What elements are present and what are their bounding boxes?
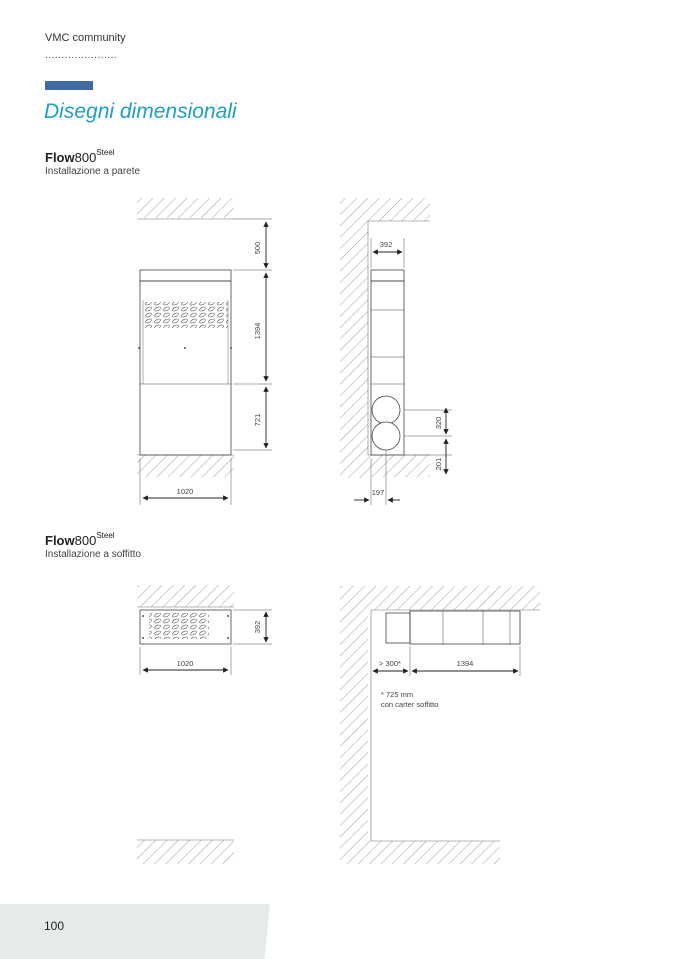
page-number: 100 (44, 919, 65, 933)
section2-subtitle: Installazione a soffitto (45, 549, 141, 560)
model-suffix: Steel (96, 531, 115, 540)
dim-width: 1020 (176, 659, 194, 668)
dim-wall: 197 (371, 488, 385, 497)
wall-side-view (340, 198, 452, 505)
ceiling-hatch (137, 585, 234, 607)
page-title: Disegni dimensionali (44, 100, 237, 123)
front-grille (143, 302, 228, 328)
header-label: VMC community (45, 32, 126, 44)
floor-hatch (368, 455, 430, 477)
model-number: 800 (74, 533, 97, 548)
dim-clearance: > 300* (379, 659, 401, 668)
ceiling-bottom-view (137, 585, 272, 864)
dim-top: 500 (253, 241, 262, 255)
dim-bottom: 721 (253, 413, 262, 427)
section1-subtitle: Installazione a parete (45, 166, 141, 177)
dim-depth: 392 (379, 240, 393, 249)
footer-band (0, 904, 270, 959)
ceiling-hatch (368, 198, 430, 221)
model-name: Flow (45, 533, 75, 548)
note-line1: * 725 mm (381, 690, 414, 699)
dim-floor: 201 (434, 457, 443, 471)
bottom-grille (149, 613, 209, 639)
floor-hatch (368, 841, 500, 864)
header-dots: ...................... (45, 50, 118, 61)
dim-middle: 1394 (253, 322, 262, 340)
ceiling-side-view (340, 586, 540, 864)
wall-hatch (340, 198, 368, 478)
duct-upper (372, 396, 400, 424)
model-name: Flow (45, 150, 75, 165)
dim-duct: 320 (434, 416, 443, 430)
ceiling-hatch (368, 586, 540, 610)
dim-height: 392 (253, 620, 262, 634)
ceiling-hatch (137, 198, 234, 218)
floor-hatch (137, 840, 234, 864)
model-number: 800 (74, 150, 97, 165)
floor-hatch (137, 455, 234, 477)
dim-width: 1020 (176, 487, 194, 496)
duct-connector (386, 613, 410, 643)
wall-hatch (340, 586, 368, 864)
dim-length: 1394 (456, 659, 474, 668)
note-line2: con carter soffitto (381, 700, 439, 709)
duct-lower (372, 422, 400, 450)
unit-body (410, 611, 520, 644)
wall-front-view (137, 198, 272, 505)
unit-top-cap (140, 270, 231, 281)
model-suffix: Steel (96, 148, 115, 157)
